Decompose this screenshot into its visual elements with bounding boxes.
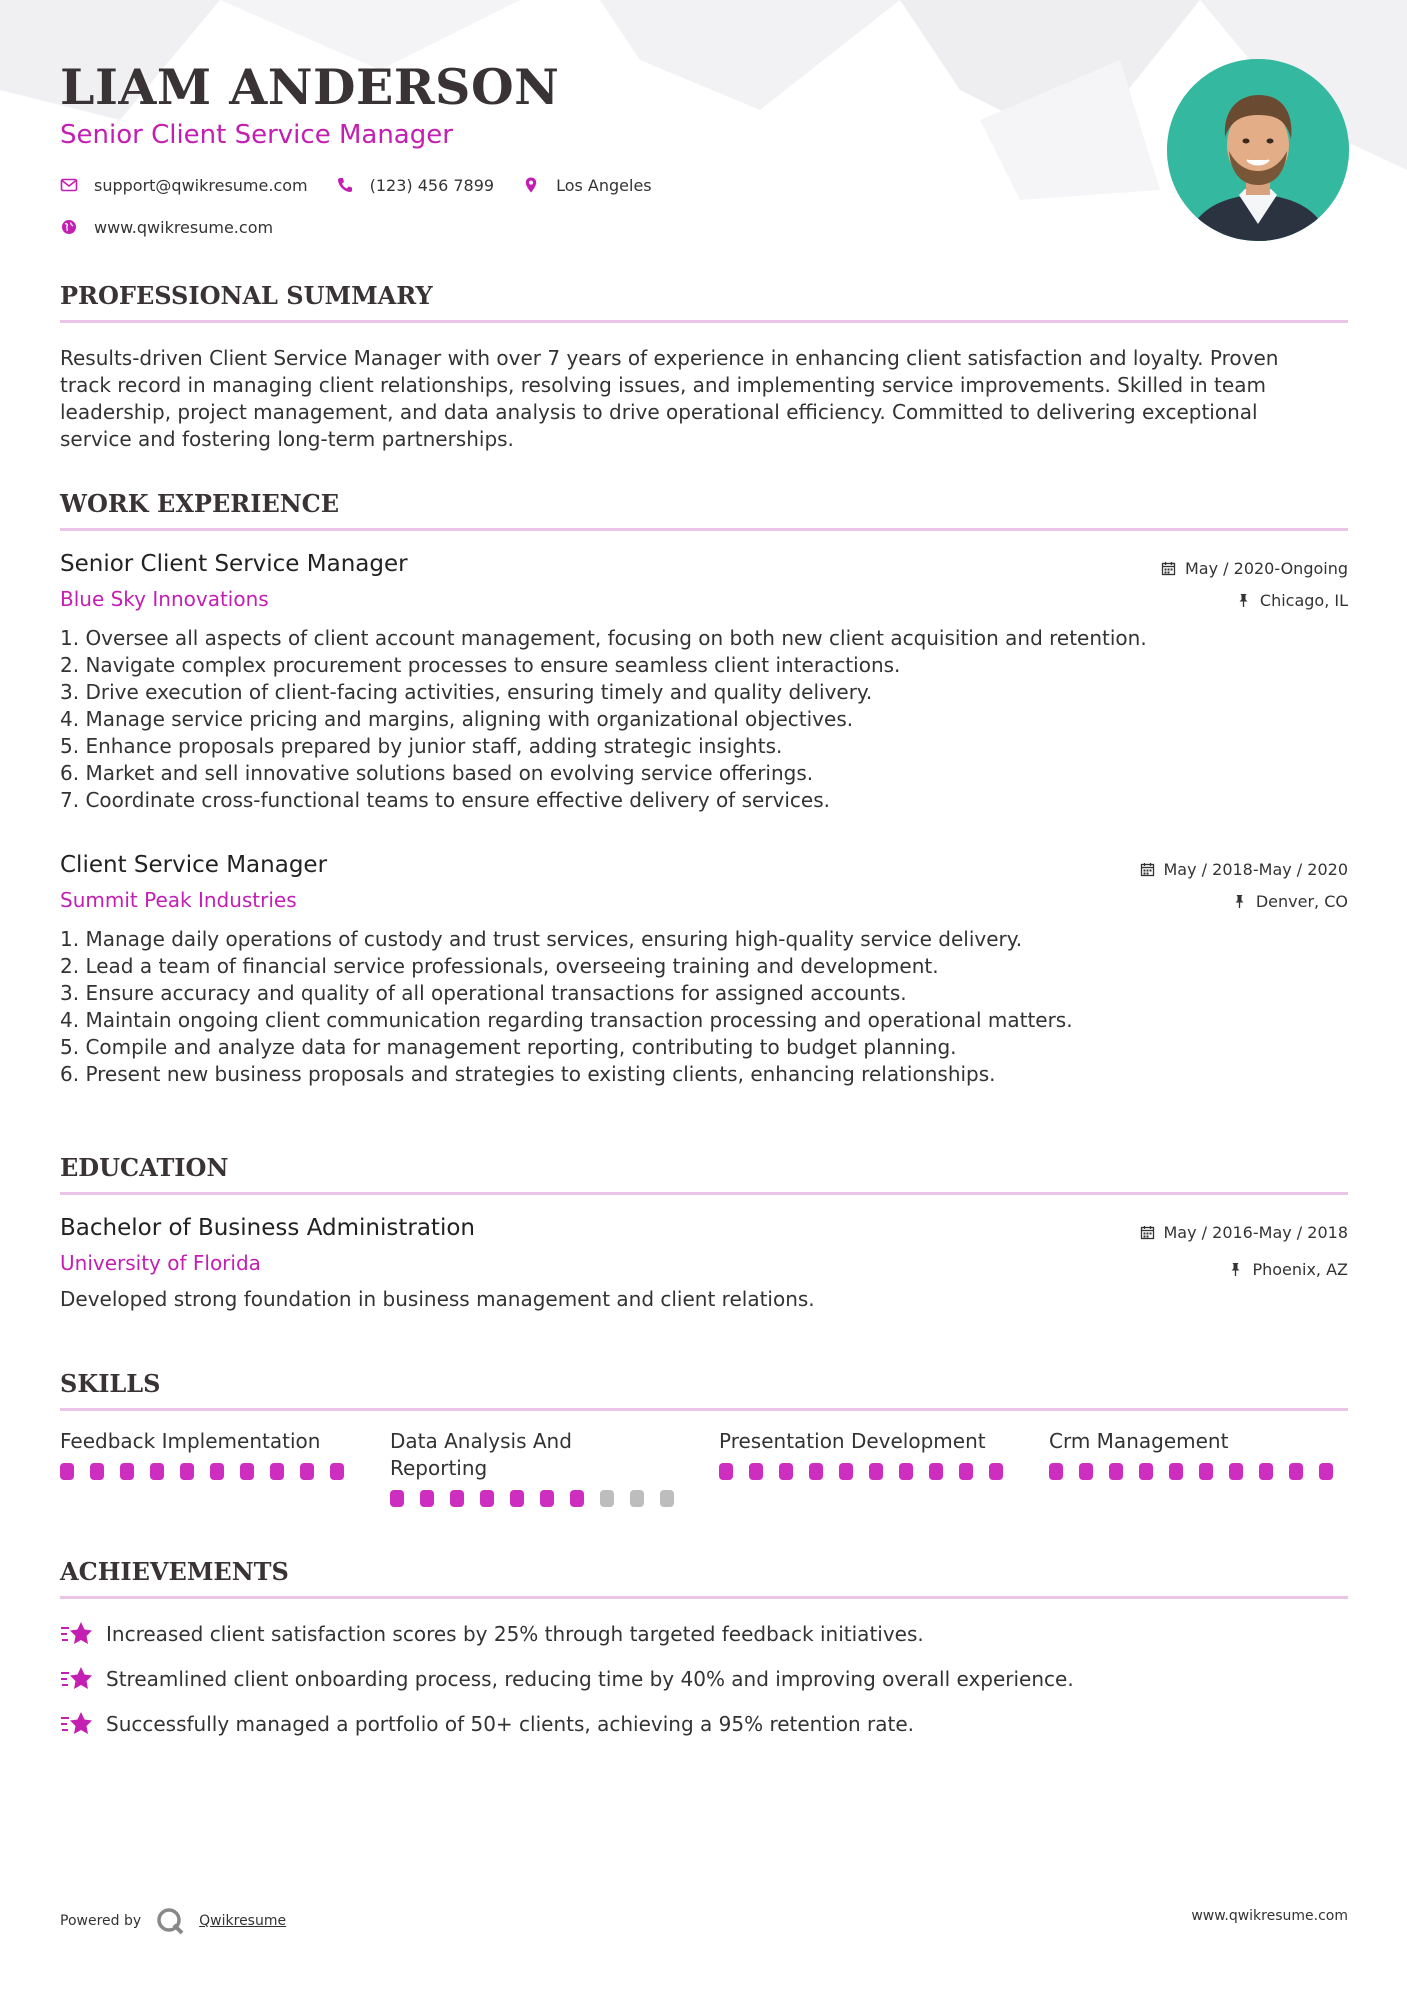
job-location: [1236, 591, 1348, 610]
achievement-item: [60, 1619, 1350, 1649]
skill-item: [1049, 1428, 1349, 1480]
list-item: 7. Coordinate cross-functional teams to ensure effective delivery of services.: [60, 788, 830, 812]
list-item: 5. Enhance proposals prepared by junior staff, adding strategic insights.: [60, 734, 783, 758]
rating-dot-filled: [510, 1490, 524, 1507]
skill-name-line: Crm Management: [1049, 1429, 1229, 1453]
summary-text: [60, 345, 1350, 453]
list-item: 5. Compile and analyze data for management reporting, contributing to budget planning.: [60, 1035, 957, 1059]
list-item: 2. Navigate complex procurement processes to ensure seamless client interactions.: [60, 653, 901, 677]
education-location-text: Phoenix, AZ: [1252, 1260, 1348, 1279]
rating-dot-filled: [90, 1463, 104, 1480]
skill-item: [60, 1428, 360, 1480]
education-degree: Bachelor of Business Administration: [60, 1215, 475, 1241]
rating-dot-filled: [540, 1490, 554, 1507]
pushpin-icon: [1228, 1262, 1243, 1277]
summary-line: track record in managing client relationships, resolving issues, and implementing service improvements. Skilled in team: [60, 373, 1266, 397]
rating-dot-filled: [270, 1463, 284, 1480]
pushpin-icon: [1232, 894, 1247, 909]
rating-dot-filled: [60, 1463, 74, 1480]
job-entry: [60, 551, 1348, 814]
skill-rating: [390, 1490, 690, 1507]
rating-dot-filled: [450, 1490, 464, 1507]
skill-name: [390, 1428, 690, 1482]
rating-dot-filled: [779, 1463, 793, 1480]
rating-dot-empty: [600, 1490, 614, 1507]
section-title-achievements: ACHIEVEMENTS: [60, 1557, 289, 1586]
contact-email[interactable]: [60, 176, 308, 195]
rating-dot-filled: [1169, 1463, 1183, 1480]
job-entry: [60, 852, 1348, 1088]
rating-dot-filled: [1199, 1463, 1213, 1480]
skill-name: [719, 1428, 1019, 1455]
footer-url[interactable]: www.qwikresume.com: [1191, 1908, 1348, 1924]
job-dates-text: May / 2020-Ongoing: [1185, 559, 1348, 578]
list-item: 3. Ensure accuracy and quality of all operational transactions for assigned accounts.: [60, 981, 907, 1005]
footer: [60, 1900, 1348, 1930]
shooting-star-icon: [60, 1709, 93, 1739]
rating-dot-filled: [210, 1463, 224, 1480]
phone-text: (123) 456 7899: [369, 175, 495, 195]
achievement-text: Successfully managed a portfolio of 50+ clients, achieving a 95% retention rate.: [106, 1712, 915, 1736]
candidate-role: Senior Client Service Manager: [60, 120, 453, 150]
rating-dot-filled: [1109, 1463, 1123, 1480]
powered-by: [60, 1906, 286, 1936]
rating-dot-filled: [570, 1490, 584, 1507]
education-entry: [60, 1215, 1348, 1311]
job-location-text: Denver, CO: [1255, 892, 1348, 911]
skill-name-line: Feedback Implementation: [60, 1429, 321, 1453]
profile-photo: [1167, 59, 1349, 241]
skill-rating: [719, 1463, 1019, 1480]
rating-dot-filled: [420, 1490, 434, 1507]
rating-dot-filled: [929, 1463, 943, 1480]
qwikresume-logo-icon: [155, 1906, 185, 1936]
rating-dot-filled: [180, 1463, 194, 1480]
job-bullets: [60, 926, 1348, 1088]
list-item: 1. Manage daily operations of custody and trust services, ensuring high-quality service delivery.: [60, 927, 1023, 951]
summary-line: Results-driven Client Service Manager with over 7 years of experience in enhancing client satisfaction and loyalty. Proven: [60, 346, 1279, 370]
achievement-item: [60, 1709, 1350, 1739]
shooting-star-icon: [60, 1619, 93, 1649]
contact-website[interactable]: [60, 218, 273, 237]
rating-dot-empty: [630, 1490, 644, 1507]
skill-name-line: Reporting: [390, 1456, 488, 1480]
rating-dot-filled: [480, 1490, 494, 1507]
summary-line: service and fostering long-term partnerships.: [60, 427, 514, 451]
skill-name-line: Presentation Development: [719, 1429, 986, 1453]
rating-dot-filled: [1079, 1463, 1093, 1480]
rating-dot-filled: [719, 1463, 733, 1480]
list-item: 4. Manage service pricing and margins, aligning with organizational objectives.: [60, 707, 854, 731]
rating-dot-filled: [1319, 1463, 1333, 1480]
summary-line: leadership, project management, and data analysis to drive operational efficiency. Committed to delivering exceptional: [60, 400, 1258, 424]
section-title-skills: SKILLS: [60, 1369, 161, 1398]
job-company: Blue Sky Innovations: [60, 587, 269, 611]
contact-info: [60, 171, 1160, 255]
section-divider: [60, 1596, 1348, 1599]
calendar-icon: [1161, 561, 1176, 576]
envelope-icon: [60, 176, 78, 194]
achievement-text: Increased client satisfaction scores by 25% through targeted feedback initiatives.: [106, 1622, 924, 1646]
rating-dot-filled: [989, 1463, 1003, 1480]
achievement-text: Streamlined client onboarding process, reducing time by 40% and improving overall experience.: [106, 1667, 1074, 1691]
education-dates: [1140, 1223, 1349, 1242]
job-dates: [1161, 559, 1348, 578]
section-divider: [60, 320, 1348, 323]
list-item: 6. Market and sell innovative solutions based on evolving service offerings.: [60, 761, 814, 785]
rating-dot-filled: [150, 1463, 164, 1480]
education-description: Developed strong foundation in business management and client relations.: [60, 1287, 815, 1311]
job-dates-text: May / 2018-May / 2020: [1163, 860, 1348, 879]
section-title-education: EDUCATION: [60, 1153, 229, 1182]
pushpin-icon: [1236, 593, 1251, 608]
email-text: support@qwikresume.com: [94, 175, 308, 195]
section-divider: [60, 528, 1348, 531]
skill-item: [390, 1428, 690, 1507]
job-location-text: Chicago, IL: [1259, 591, 1348, 610]
education-location: [1228, 1260, 1348, 1279]
education-school: University of Florida: [60, 1251, 261, 1275]
job-title: Client Service Manager: [60, 852, 328, 878]
rating-dot-filled: [120, 1463, 134, 1480]
calendar-icon: [1140, 1225, 1155, 1240]
job-company: Summit Peak Industries: [60, 888, 297, 912]
skill-name: [60, 1428, 360, 1455]
rating-dot-filled: [240, 1463, 254, 1480]
rating-dot-filled: [839, 1463, 853, 1480]
rating-dot-filled: [749, 1463, 763, 1480]
section-title-experience: WORK EXPERIENCE: [60, 489, 340, 518]
avatar-illustration: [1167, 59, 1349, 241]
qwikresume-link[interactable]: Qwikresume: [199, 1913, 287, 1929]
rating-dot-filled: [809, 1463, 823, 1480]
calendar-icon: [1140, 862, 1155, 877]
rating-dot-filled: [1259, 1463, 1273, 1480]
contact-phone[interactable]: [336, 176, 494, 195]
map-pin-icon: [522, 176, 540, 194]
rating-dot-filled: [869, 1463, 883, 1480]
list-item: 1. Oversee all aspects of client account management, focusing on both new client acquisition and retention.: [60, 626, 1147, 650]
job-bullets: [60, 625, 1348, 814]
job-title: Senior Client Service Manager: [60, 551, 408, 577]
candidate-name: LIAM ANDERSON: [60, 58, 560, 116]
contact-location: [522, 176, 652, 195]
phone-icon: [336, 176, 354, 194]
powered-by-label: Powered by: [60, 1913, 142, 1929]
rating-dot-filled: [1049, 1463, 1063, 1480]
section-title-summary: PROFESSIONAL SUMMARY: [60, 281, 433, 310]
education-dates-text: May / 2016-May / 2018: [1163, 1223, 1348, 1242]
globe-icon: [60, 218, 78, 236]
list-item: 6. Present new business proposals and strategies to existing clients, enhancing relationships.: [60, 1062, 996, 1086]
shooting-star-icon: [60, 1664, 93, 1694]
rating-dot-filled: [330, 1463, 344, 1480]
skill-rating: [1049, 1463, 1349, 1480]
rating-dot-filled: [1229, 1463, 1243, 1480]
job-dates: [1140, 860, 1349, 879]
rating-dot-filled: [959, 1463, 973, 1480]
job-location: [1232, 892, 1348, 911]
skill-item: [719, 1428, 1019, 1480]
skill-name-line: Data Analysis And: [390, 1429, 572, 1453]
rating-dot-empty: [660, 1490, 674, 1507]
rating-dot-filled: [1139, 1463, 1153, 1480]
achievement-item: [60, 1664, 1350, 1694]
skill-rating: [60, 1463, 360, 1480]
list-item: 3. Drive execution of client-facing activities, ensuring timely and quality delivery.: [60, 680, 873, 704]
section-divider: [60, 1408, 1348, 1411]
rating-dot-filled: [1289, 1463, 1303, 1480]
location-text: Los Angeles: [556, 175, 652, 195]
list-item: 4. Maintain ongoing client communication regarding transaction processing and operational matters.: [60, 1008, 1073, 1032]
rating-dot-filled: [899, 1463, 913, 1480]
website-text: www.qwikresume.com: [94, 217, 274, 237]
rating-dot-filled: [300, 1463, 314, 1480]
skill-name: [1049, 1428, 1349, 1455]
section-divider: [60, 1192, 1348, 1195]
list-item: 2. Lead a team of financial service professionals, overseeing training and development.: [60, 954, 939, 978]
rating-dot-filled: [390, 1490, 404, 1507]
